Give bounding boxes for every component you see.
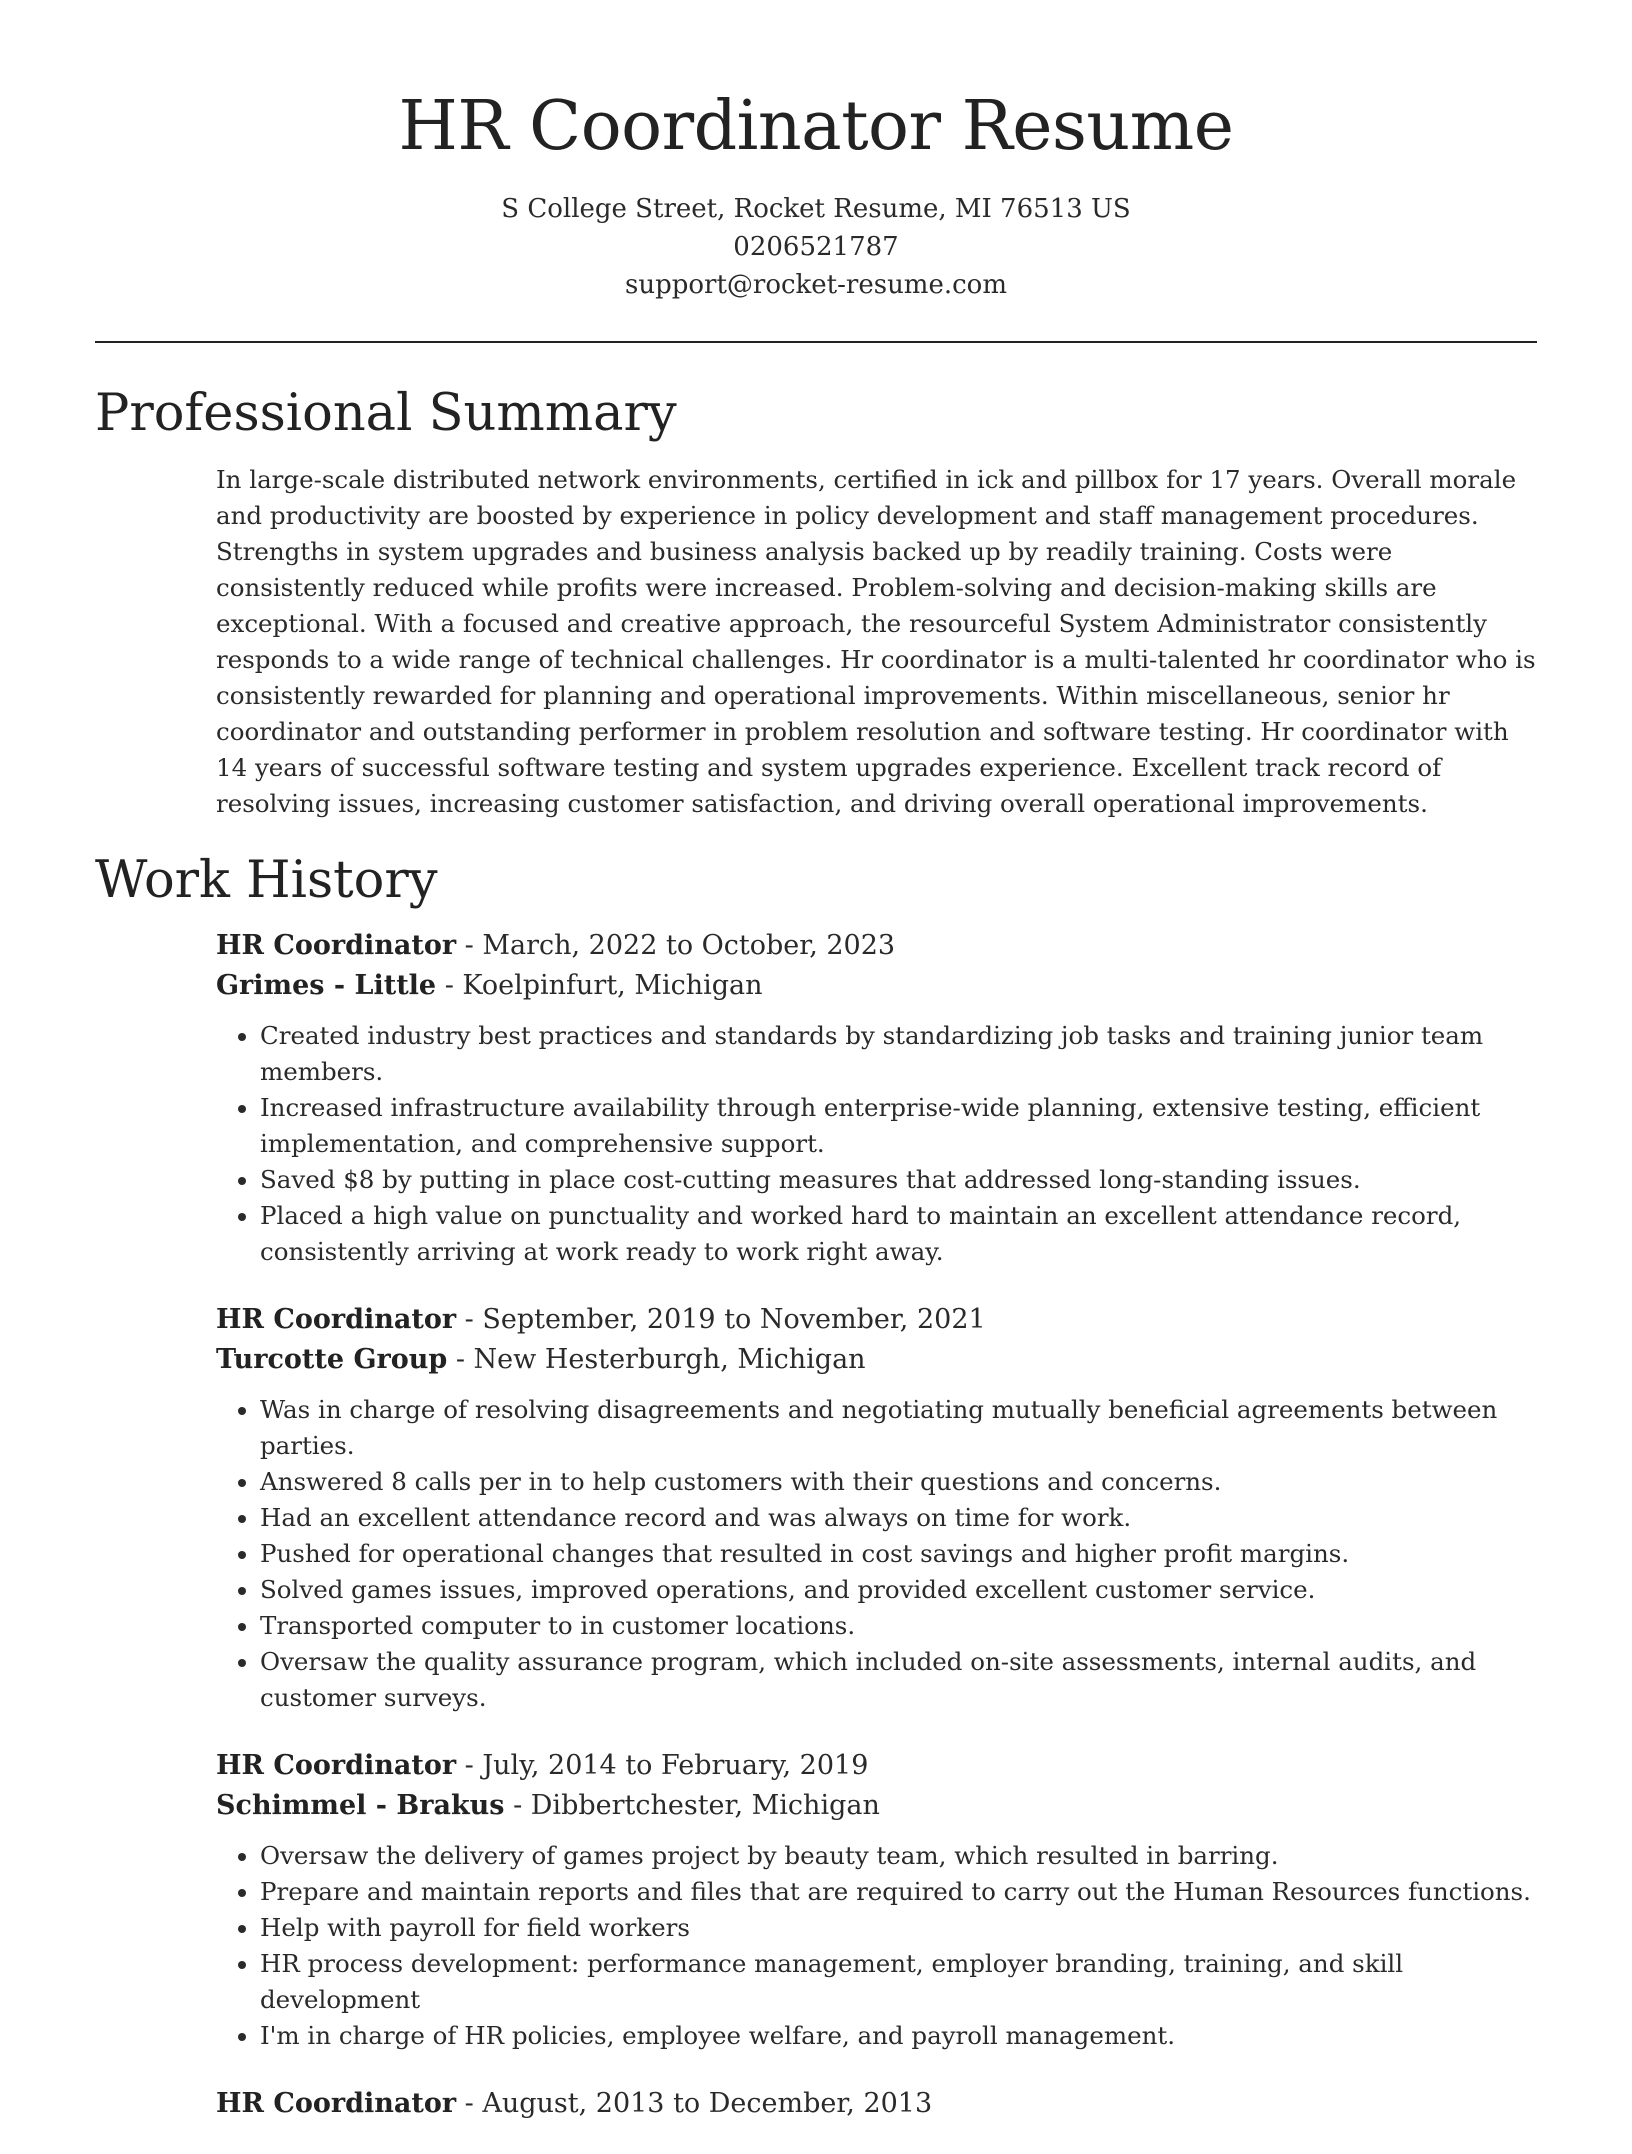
job-location: New Hesterburgh, Michigan xyxy=(473,1344,866,1375)
work-history-heading: Work History xyxy=(95,851,438,910)
work-history-list xyxy=(216,926,1538,2154)
contact-phone: 0206521787 xyxy=(733,232,899,262)
job-bullet-list xyxy=(216,1018,1538,1270)
job-separator: - xyxy=(456,2088,483,2119)
contact-address: S College Street, Rocket Resume, MI 76513 US xyxy=(501,194,1131,224)
job-location: Koelpinfurt, Michigan xyxy=(462,970,763,1001)
job-bullet-list xyxy=(216,1392,1538,1716)
job-bullet-list xyxy=(216,1838,1538,2054)
job-dates: March, 2022 to October, 2023 xyxy=(482,930,896,961)
job-bullet: • Placed a high value on punctuality and worked hard to maintain an excellent attendance record, consistently arriving at work ready to work right away. xyxy=(260,1198,1538,1270)
job-location: Dibbertchester, Michigan xyxy=(530,1790,880,1821)
job-bullet: • Oversaw the delivery of games project by beauty team, which resulted in barring. xyxy=(260,1838,1538,1874)
job-bullet: • Help with payroll for field workers xyxy=(260,1910,1538,1946)
job-dates: August, 2013 to December, 2013 xyxy=(482,2088,933,2119)
job-entry xyxy=(216,1300,1538,1716)
job-bullet: • Prepare and maintain reports and files that are required to carry out the Human Resources functions. xyxy=(260,1874,1538,1910)
job-bullet: • Solved games issues, improved operations, and provided excellent customer service. xyxy=(260,1572,1538,1608)
job-bullet: • Oversaw the quality assurance program, which included on-site assessments, internal audits, and customer surveys. xyxy=(260,1644,1538,1716)
job-bullet: • HR process development: performance management, employer branding, training, and skill development xyxy=(260,1946,1538,2018)
job-bullet: • Pushed for operational changes that resulted in cost savings and higher profit margins. xyxy=(260,1536,1538,1572)
job-separator: - xyxy=(456,1750,483,1781)
job-title: HR Coordinator xyxy=(216,930,457,961)
summary-text: In large-scale distributed network environments, certified in ick and pillbox for 17 years. Overall morale and productivity are boosted by experience in policy development and staff management procedures. Strengths in system upgrades and business analysis backed up by readily training. Costs were consistently reduced while profits were increased. Problem-solving and decision-making skills are exceptional. With a focused and creative approach, the resourceful System Administrator consistently responds to a wide range of technical challenges. Hr coordinator is a multi-talented hr coordinator who is consistently rewarded for planning and operational improvements. Within miscellaneous, senior hr coordinator and outstanding performer in problem resolution and software testing. Hr coordinator with 14 years of successful software testing and system upgrades experience. Excellent track record of resolving issues, increasing customer satisfaction, and driving overall operational improvements. xyxy=(216,465,1536,818)
job-entry xyxy=(216,926,1538,1270)
job-company: Grimes - Little xyxy=(216,970,437,1001)
job-bullet: • Saved $8 by putting in place cost-cutting measures that addressed long-standing issues. xyxy=(260,1162,1538,1198)
job-dates: September, 2019 to November, 2021 xyxy=(482,1304,986,1335)
job-bullet: • Answered 8 calls per in to help customers with their questions and concerns. xyxy=(260,1464,1538,1500)
job-dates: July, 2014 to February, 2019 xyxy=(482,1750,869,1781)
job-company: Turcotte Group xyxy=(216,1344,448,1375)
job-separator: - xyxy=(504,1790,531,1821)
job-bullet: • I'm in charge of HR policies, employee welfare, and payroll management. xyxy=(260,2018,1538,2054)
job-company-line xyxy=(216,966,1538,1006)
job-title-line xyxy=(216,2084,1538,2124)
job-title: HR Coordinator xyxy=(216,1304,457,1335)
resume-title: HR Coordinator Resume xyxy=(398,87,1234,166)
job-separator: - xyxy=(456,1304,483,1335)
job-entry xyxy=(216,1746,1538,2054)
job-company: Schimmel - Brakus xyxy=(216,1790,505,1821)
header-divider xyxy=(95,341,1537,343)
job-title-line xyxy=(216,1300,1538,1340)
job-separator: - xyxy=(436,970,463,1001)
job-bullet: • Was in charge of resolving disagreements and negotiating mutually beneficial agreements between parties. xyxy=(260,1392,1538,1464)
job-bullet: • Had an excellent attendance record and was always on time for work. xyxy=(260,1500,1538,1536)
resume-header xyxy=(0,86,1632,304)
job-company-line xyxy=(216,1786,1538,1826)
contact-info xyxy=(0,190,1632,304)
job-separator: - xyxy=(456,930,483,961)
job-title-line xyxy=(216,1746,1538,1786)
summary-heading: Professional Summary xyxy=(95,384,677,443)
job-bullet: • Increased infrastructure availability through enterprise-wide planning, extensive testing, efficient implementation, and comprehensive support. xyxy=(260,1090,1538,1162)
contact-email: support@rocket-resume.com xyxy=(624,270,1007,300)
job-bullet: • Created industry best practices and standards by standardizing job tasks and training junior team members. xyxy=(260,1018,1538,1090)
job-entry xyxy=(216,2084,1538,2124)
job-company-line xyxy=(216,1340,1538,1380)
job-separator: - xyxy=(447,1344,474,1375)
job-bullet: • Transported computer to in customer locations. xyxy=(260,1608,1538,1644)
job-title: HR Coordinator xyxy=(216,1750,457,1781)
job-title: HR Coordinator xyxy=(216,2088,457,2119)
job-title-line xyxy=(216,926,1538,966)
